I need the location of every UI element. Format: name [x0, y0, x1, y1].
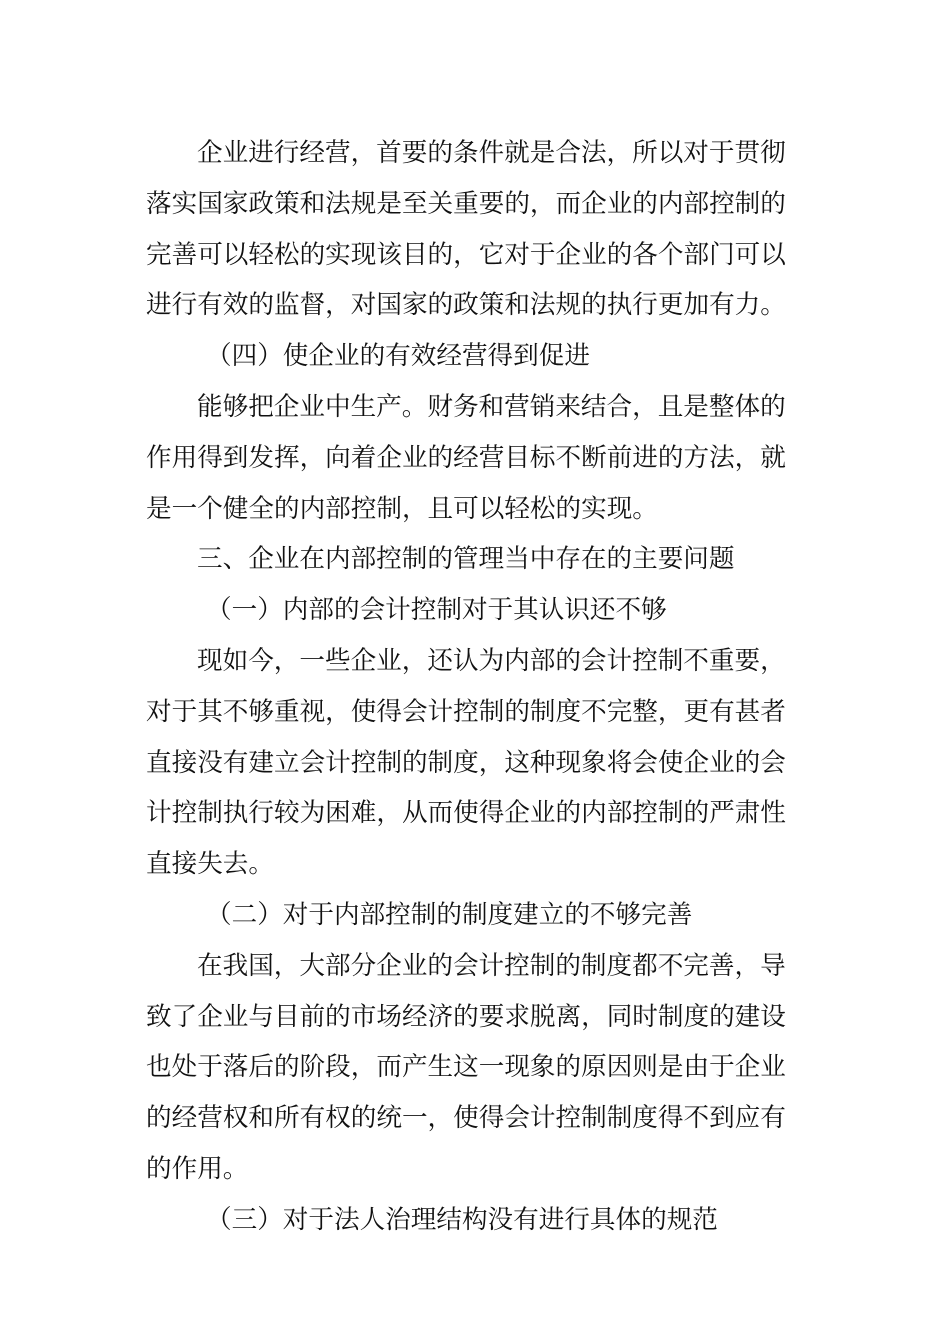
- paragraph-line: 完善可以轻松的实现该目的，它对于企业的各个部门可以: [146, 239, 786, 270]
- paragraph-line: 对于其不够重视，使得会计控制的制度不完整，更有甚者: [146, 696, 786, 727]
- section-heading: （三）对于法人治理结构没有进行具体的规范: [206, 1204, 718, 1235]
- paragraph-line: 致了企业与目前的市场经济的要求脱离，同时制度的建设: [146, 1001, 786, 1032]
- section-heading: （一）内部的会计控制对于其认识还不够: [206, 595, 667, 626]
- paragraph-line: 的经营权和所有权的统一，使得会计控制制度得不到应有: [146, 1103, 786, 1134]
- paragraph-line: 也处于落后的阶段，而产生这一现象的原因则是由于企业: [146, 1052, 786, 1083]
- paragraph-line: 是一个健全的内部控制，且可以轻松的实现。: [146, 493, 658, 524]
- paragraph-line: 作用得到发挥，向着企业的经营目标不断前进的方法，就: [146, 442, 786, 473]
- document-body: [146, 128, 786, 1246]
- paragraph-line: 能够把企业中生产。财务和营销来结合，且是整体的: [197, 391, 786, 422]
- paragraph-line: 企业进行经营，首要的条件就是合法，所以对于贯彻: [197, 138, 786, 168]
- paragraph-line: 直接失去。: [146, 849, 274, 880]
- section-heading: （四）使企业的有效经营得到促进: [206, 341, 590, 372]
- section-heading: （二）对于内部控制的制度建立的不够完善: [206, 899, 693, 930]
- paragraph-line: 进行有效的监督，对国家的政策和法规的执行更加有力。: [146, 290, 786, 321]
- paragraph-line: 计控制执行较为困难，从而使得企业的内部控制的严肃性: [146, 798, 786, 829]
- paragraph-line: 直接没有建立会计控制的制度，这种现象将会使企业的会: [146, 747, 786, 778]
- paragraph-line: 的作用。: [146, 1153, 249, 1184]
- paragraph-line: 落实国家政策和法规是至关重要的，而企业的内部控制的: [146, 188, 786, 219]
- paragraph-line: 在我国，大部分企业的会计控制的制度都不完善，导: [197, 950, 786, 981]
- paragraph-line: 现如今，一些企业，还认为内部的会计控制不重要，: [197, 645, 786, 676]
- chapter-heading: 三、企业在内部控制的管理当中存在的主要问题: [197, 544, 735, 575]
